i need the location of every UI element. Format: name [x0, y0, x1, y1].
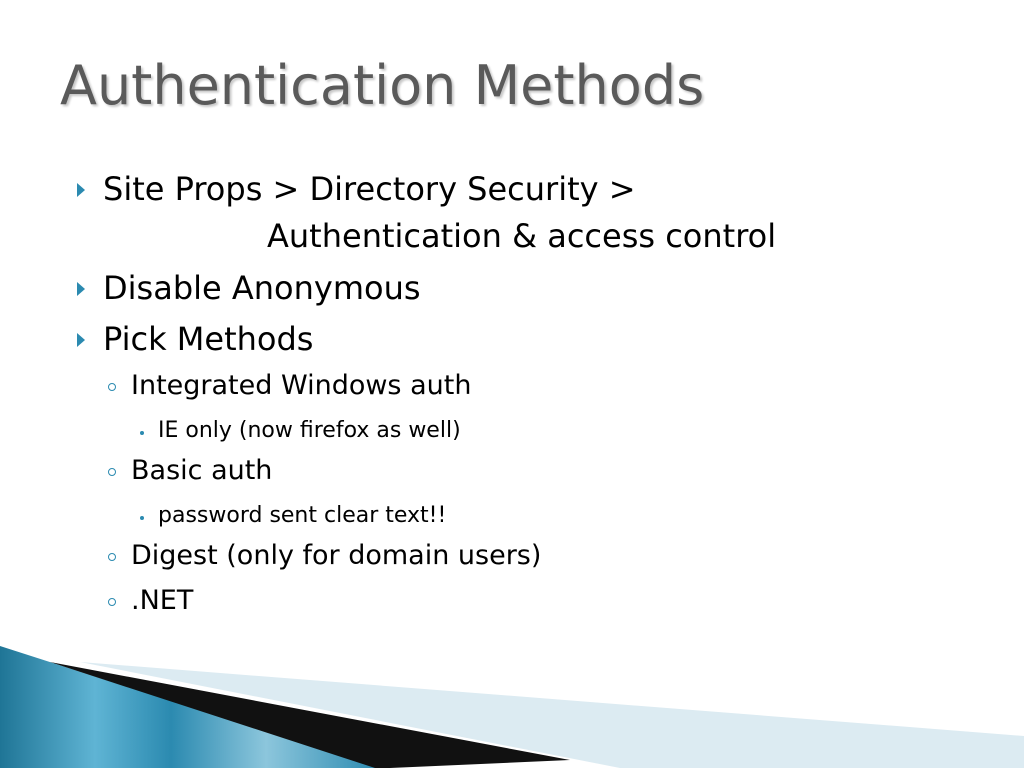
sub-bullet-integrated-windows-auth: Integrated Windows auth	[131, 370, 472, 401]
bullet-pick-methods: Pick Methods	[103, 320, 314, 358]
bullet-site-props-continuation: Authentication & access control	[267, 217, 777, 255]
footer-swoosh-decoration	[0, 640, 1024, 768]
bullet-disable-anonymous: Disable Anonymous	[103, 269, 421, 307]
sub-sub-bullet-dot-icon	[140, 516, 144, 520]
sub-bullet-ring-icon	[108, 598, 116, 606]
sub-sub-bullet-ie-only: IE only (now firefox as well)	[158, 418, 461, 443]
sub-bullet-basic-auth: Basic auth	[131, 455, 273, 486]
bullet-site-props: Site Props > Directory Security >	[103, 170, 636, 208]
sub-sub-bullet-dot-icon	[140, 431, 144, 435]
sub-bullet-digest: Digest (only for domain users)	[131, 540, 542, 571]
sub-bullet-ring-icon	[108, 468, 116, 476]
sub-bullet-dotnet: .NET	[131, 585, 194, 616]
bullet-arrow-icon	[77, 282, 85, 296]
sub-bullet-ring-icon	[108, 553, 116, 561]
slide-title: Authentication Methods	[60, 54, 705, 117]
bullet-arrow-icon	[77, 333, 85, 347]
sub-sub-bullet-password-clear-text: password sent clear text!!	[158, 503, 447, 528]
bullet-arrow-icon	[77, 183, 85, 197]
sub-bullet-ring-icon	[108, 383, 116, 391]
